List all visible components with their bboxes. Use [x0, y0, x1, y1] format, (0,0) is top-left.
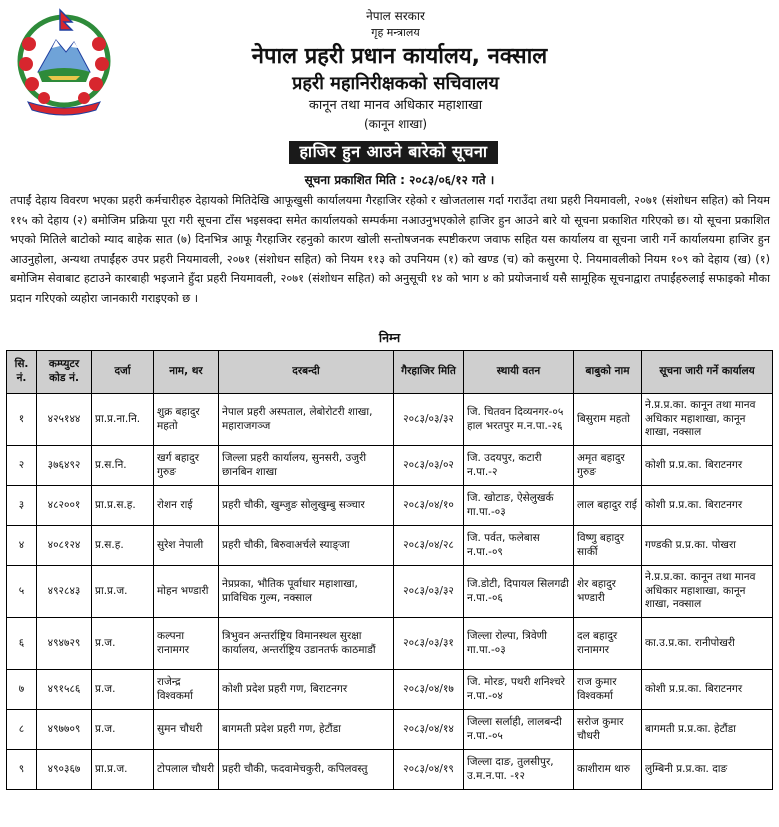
notice-title-wrap — [4, 141, 779, 164]
cell-name: मोहन भण्डारी — [154, 566, 219, 618]
cell-posting: प्रहरी चौकी, फदवामेचकुरी, कपिलवस्तु — [219, 750, 394, 790]
office-name: नेपाल प्रहरी प्रधान कार्यालय, नक्साल — [251, 44, 548, 69]
table-row — [7, 750, 773, 790]
cell-posting: जिल्ला प्रहरी कार्यालय, सुनसरी, उजुरी छानबिन शाखा — [219, 446, 394, 486]
col-code: कम्प्युटर कोड नं. — [37, 351, 92, 394]
cell-code: ३७६४९२ — [37, 446, 92, 486]
col-name: नाम, थर — [154, 351, 219, 394]
cell-father: विष्णु बहादुर सार्की — [574, 526, 642, 566]
table-row — [7, 526, 773, 566]
government-name: नेपाल सरकार — [366, 9, 425, 23]
cell-address: जि. चितवन दिव्यनगर-०५ हाल भरतपुर म.न.पा.-२६ — [464, 394, 574, 446]
table-row — [7, 618, 773, 670]
cell-serial: ७ — [7, 670, 37, 710]
cell-name: खर्ग बहादुर गुरुङ — [154, 446, 219, 486]
cell-code: ४९७७०९ — [37, 710, 92, 750]
cell-address: जि. खोटाङ, ऐसेलुखर्क गा.पा.-०३ — [464, 486, 574, 526]
cell-issuing-office: कोशी प्र.प्र.का. बिराटनगर — [642, 486, 773, 526]
cell-code: ४८२००१ — [37, 486, 92, 526]
cell-issuing-office: ने.प्र.प्र.का. कानून तथा मानव अधिकार महाशाखा, कानून शाखा, नक्साल — [642, 394, 773, 446]
cell-code: ४२५१४४ — [37, 394, 92, 446]
cell-code: ४९२८४३ — [37, 566, 92, 618]
table-row — [7, 486, 773, 526]
cell-code: ४९०३६७ — [37, 750, 92, 790]
cell-rank: प्र.ज. — [92, 710, 154, 750]
table-row — [7, 446, 773, 486]
cell-address: जि. पर्वत, फलेबास न.पा.-०९ — [464, 526, 574, 566]
table-header-row — [7, 351, 773, 394]
cell-father: बिसुराम महतो — [574, 394, 642, 446]
cell-rank: प्र.ज. — [92, 670, 154, 710]
cell-rank: प्र.ज. — [92, 618, 154, 670]
cell-father: सरोज कुमार चौधरी — [574, 710, 642, 750]
cell-serial: ८ — [7, 710, 37, 750]
cell-absent-date: २०८३/०४/२८ — [394, 526, 464, 566]
cell-father: लाल बहादुर राई — [574, 486, 642, 526]
cell-absent-date: २०८३/०४/१० — [394, 486, 464, 526]
published-date: सूचना प्रकाशित मिति : २०८३/०६/१२ गते । — [304, 173, 495, 187]
cell-issuing-office: ने.प्र.प्र.का. कानून तथा मानव अधिकार महाशाखा, कानून शाखा, नक्साल — [642, 566, 773, 618]
col-address: स्थायी वतन — [464, 351, 574, 394]
cell-posting: प्रहरी चौकी, खुम्जुङ सोलुखुम्बु सञ्चार — [219, 486, 394, 526]
notice-body: तपाईं देहाय विवरण भएका प्रहरी कर्मचारीहरु देहायको मितिदेखि आफूखुसी कार्यालयमा गैरहाजिर रहेको र खोजतलास गर्दा गराउँदा तथा प्रहरी नियमावली, २०७१ (संशोधन सहित) को नियम ११५ को देहाय (२) बमोजिम प्रक्रिया पूरा गरी सूचना टाँस भइसक्दा समेत कार्यालयको सम्पर्कमा नआउनुभएकोले हाजिर हुन आउने बारे यो सूचना प्रकाशित गरिएको छ। यो सूचना प्रकाशित भएको मितिले बाटोको म्याद बाहेक सात (७) दिनभित्र आफू गैरहाजिर रहनुको कारण खोली सन्तोषजनक स्पष्टीकरण जवाफ सहित यस कार्यालय वा सूचना जारी गर्ने कार्यालयमा हाजिर हुन आउनुहोला, अन्यथा तपाईंहरु उपर प्रहरी नियमावली, २०७१ (संशोधन सहित) को नियम ११३ को उपनियम (१) को खण्ड (च) को कसुरमा ऐ. नियमावलीको नियम १०९ को देहाय (ख) (१) बमोजिम सेवाबाट हटाउने कारबाही भइजाने हुँदा प्रहरी नियमावली, २०७१ (संशोधन सहित) को अनुसूची १४ को भाग ४ को प्रयोजनार्थ यसै सामूहिक सूचनाद्वारा तपाईंहरुलाई सफाइको मौका प्रदान गरिएको व्यहोरा जानकारी गराइएको छ । — [10, 194, 770, 305]
cell-father: राज कुमार विश्वकर्मा — [574, 670, 642, 710]
cell-posting: बागमती प्रदेश प्रहरी गण, हेटौंडा — [219, 710, 394, 750]
cell-posting: नेपाल प्रहरी अस्पताल, लेबोरोटरी शाखा, महाराजगञ्ज — [219, 394, 394, 446]
cell-serial: १ — [7, 394, 37, 446]
table-row — [7, 394, 773, 446]
table-row — [7, 670, 773, 710]
cell-absent-date: २०८३/०३/०२ — [394, 446, 464, 486]
col-serial: सि. नं. — [7, 351, 37, 394]
cell-code: ४०८१२४ — [37, 526, 92, 566]
cell-absent-date: २०८३/०३/३२ — [394, 394, 464, 446]
cell-rank: प्रा.प्र.ना.नि. — [92, 394, 154, 446]
cell-address: जिल्ला दाङ, तुलसीपुर, उ.म.न.पा. -१२ — [464, 750, 574, 790]
cell-name: सुरेश नेपाली — [154, 526, 219, 566]
cell-rank: प्र.स.नि. — [92, 446, 154, 486]
cell-name: रोशन राई — [154, 486, 219, 526]
cell-absent-date: २०८३/०४/१७ — [394, 670, 464, 710]
cell-issuing-office: का.उ.प्र.का. रानीपोखरी — [642, 618, 773, 670]
cell-posting: त्रिभुवन अन्तर्राष्ट्रिय विमानस्थल सुरक्षा कार्यालय, अन्तर्राष्ट्रिय उडानतर्फ काठमाडौं — [219, 618, 394, 670]
cell-address: जि. मोरङ, पथरी शनिश्चरे न.पा.-०४ — [464, 670, 574, 710]
cell-rank: प्रा.प्र.स.ह. — [92, 486, 154, 526]
cell-name: कल्पना रानामगर — [154, 618, 219, 670]
list-heading: निम्न — [378, 330, 401, 345]
absent-personnel-table — [6, 350, 773, 790]
col-absent-date: गैरहाजिर मिति — [394, 351, 464, 394]
table-row — [7, 566, 773, 618]
cell-father: दल बहादुर रानामगर — [574, 618, 642, 670]
cell-absent-date: २०८३/०३/३२ — [394, 566, 464, 618]
col-rank: दर्जा — [92, 351, 154, 394]
cell-address: जिल्ला रोल्पा, त्रिवेणी गा.पा.-०३ — [464, 618, 574, 670]
cell-serial: ३ — [7, 486, 37, 526]
ministry-name: गृह मन्त्रालय — [371, 26, 420, 39]
cell-father: शेर बहादुर भण्डारी — [574, 566, 642, 618]
cell-rank: प्रा.प्र.ज. — [92, 750, 154, 790]
cell-serial: ५ — [7, 566, 37, 618]
cell-issuing-office: बागमती प्र.प्र.का. हेटौंडा — [642, 710, 773, 750]
cell-issuing-office: लुम्बिनी प्र.प्र.का. दाङ — [642, 750, 773, 790]
cell-posting: प्रहरी चौकी, बिरुवाअर्चले स्याङ्जा — [219, 526, 394, 566]
cell-absent-date: २०८३/०४/१९ — [394, 750, 464, 790]
col-issuing-office: सूचना जारी गर्ने कार्यालय — [642, 351, 773, 394]
cell-rank: प्र.स.ह. — [92, 526, 154, 566]
cell-address: जि. उदयपुर, कटारी न.पा.-२ — [464, 446, 574, 486]
cell-issuing-office: कोशी प्र.प्र.का. बिराटनगर — [642, 446, 773, 486]
cell-absent-date: २०८३/०४/१४ — [394, 710, 464, 750]
cell-issuing-office: गण्डकी प्र.प्र.का. पोखरा — [642, 526, 773, 566]
cell-name: शुक्र बहादुर महतो — [154, 394, 219, 446]
cell-father: अमृत बहादुर गुरुङ — [574, 446, 642, 486]
cell-rank: प्रा.प्र.ज. — [92, 566, 154, 618]
branch-name: कानून तथा मानव अधिकार महाशाखा — [308, 98, 483, 113]
cell-name: टोपलाल चौधरी — [154, 750, 219, 790]
cell-code: ४९१५८६ — [37, 670, 92, 710]
cell-name: सुमन चौधरी — [154, 710, 219, 750]
sub-branch-name: (कानून शाखा) — [363, 117, 427, 131]
cell-address: जि.डोटी, दिपायल सिलगढी न.पा.-०६ — [464, 566, 574, 618]
secretariat-name: प्रहरी महानिरीक्षकको सचिवालय — [292, 73, 499, 94]
cell-code: ४९४७२९ — [37, 618, 92, 670]
cell-posting: कोशी प्रदेश प्रहरी गण, बिराटनगर — [219, 670, 394, 710]
notice-title: हाजिर हुन आउने बारेको सूचना — [289, 141, 497, 164]
cell-address: जिल्ला सर्लाही, लालबन्दी न.पा.-०५ — [464, 710, 574, 750]
table-row — [7, 710, 773, 750]
cell-issuing-office: कोशी प्र.प्र.का. बिराटनगर — [642, 670, 773, 710]
cell-serial: ९ — [7, 750, 37, 790]
cell-serial: २ — [7, 446, 37, 486]
cell-posting: नेप्रप्रका, भौतिक पूर्वाधार महाशाखा, प्राविधिक गुल्म, नक्साल — [219, 566, 394, 618]
col-posting: दरबन्दी — [219, 351, 394, 394]
cell-name: राजेन्द्र विश्वकर्मा — [154, 670, 219, 710]
col-father: बाबुको नाम — [574, 351, 642, 394]
cell-serial: ४ — [7, 526, 37, 566]
cell-father: काशीराम थारु — [574, 750, 642, 790]
cell-serial: ६ — [7, 618, 37, 670]
cell-absent-date: २०८३/०३/३१ — [394, 618, 464, 670]
